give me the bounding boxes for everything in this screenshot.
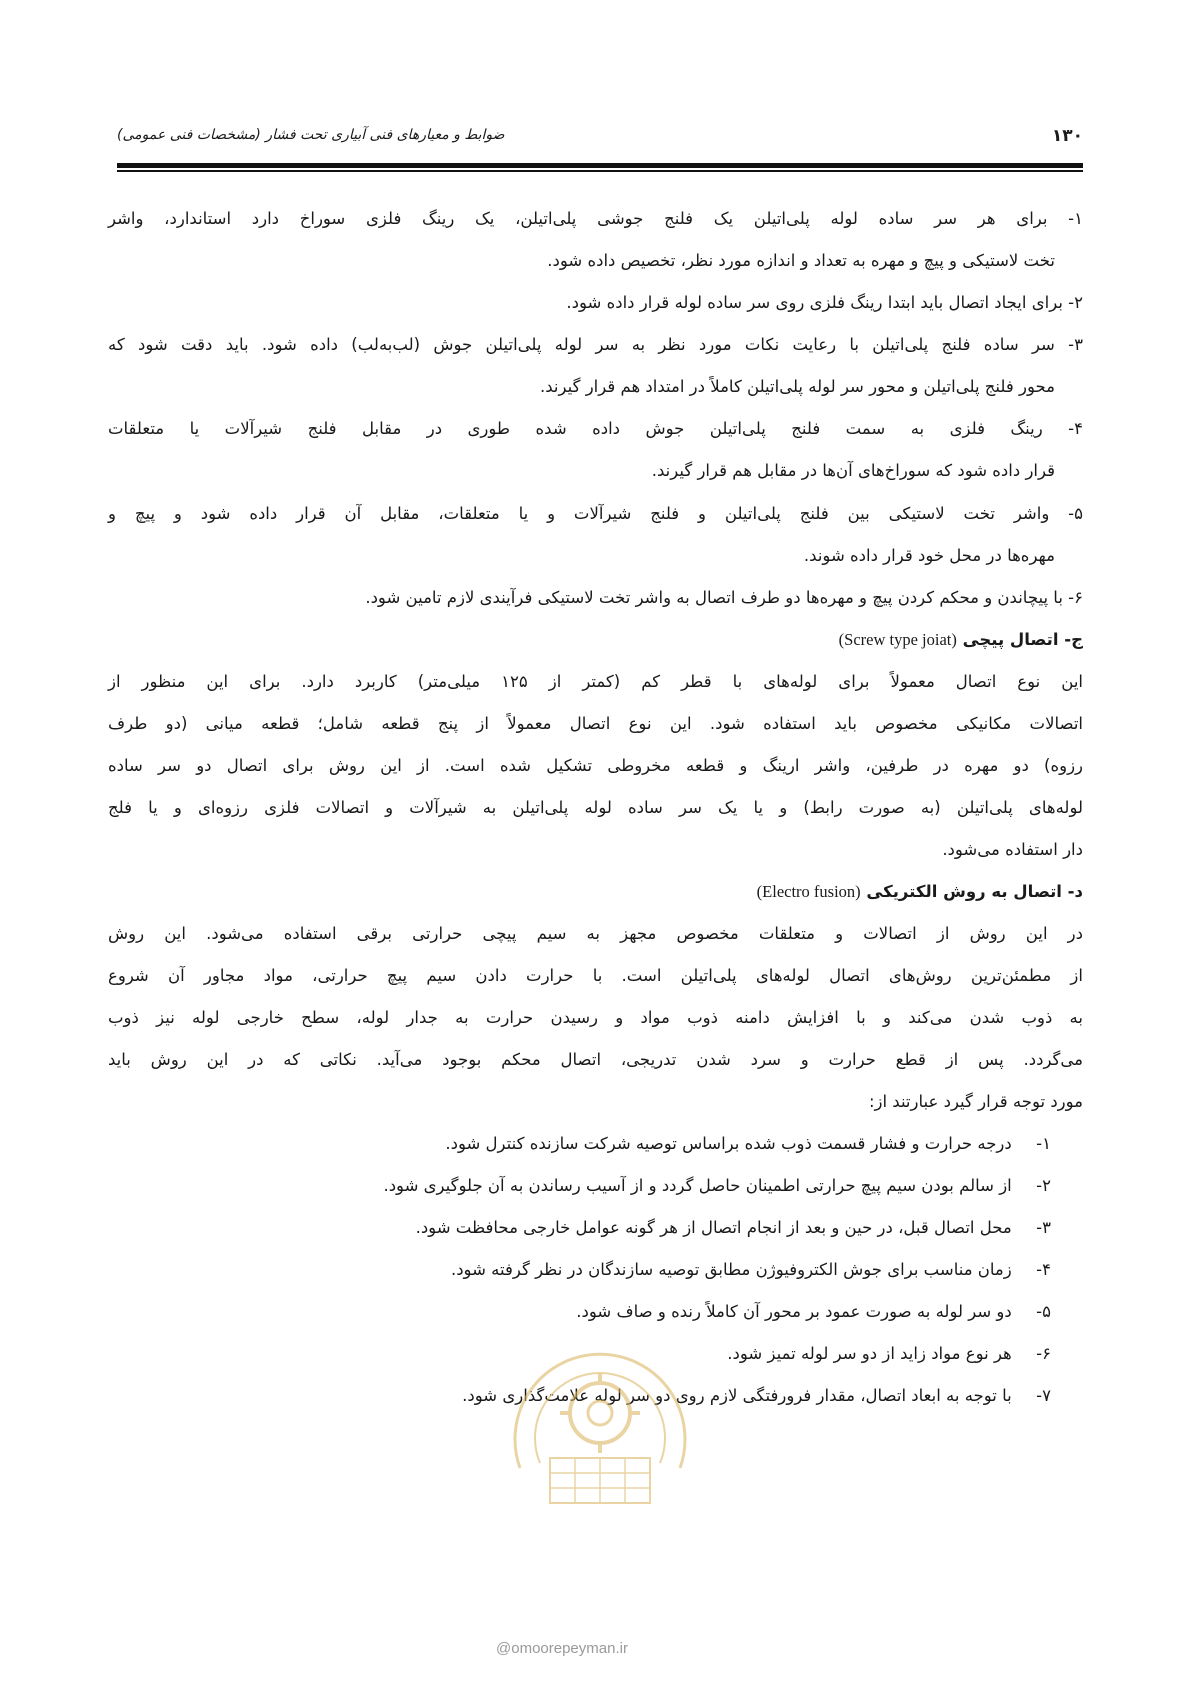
section-c-title-en: (Screw type joiat) xyxy=(838,630,957,649)
section-d-line-4: می‌گردد. پس از قطع حرارت و سرد شدن تدریجی، اتصال محکم بوجود می‌آید. نکاتی که در این روش باید xyxy=(108,1050,1083,1069)
watermark-seal-icon xyxy=(480,1318,720,1518)
section-c-line-1: این نوع اتصال معمولاً برای لوله‌های با قطر کم (کمتر از ۱۲۵ میلی‌متر) کاربرد دارد. برای این منظور از xyxy=(108,672,1083,691)
running-title: ضوابط و معیارهای فنی آبیاری تحت فشار (مشخصات فنی عمومی) xyxy=(117,127,505,143)
flange-step-1-cont: تخت لاستیکی و پیچ و مهره به تعداد و اندازه مورد نظر، تخصیص داده شود. xyxy=(547,251,1055,270)
flange-step-5-cont: مهره‌ها در محل خود قرار داده شوند. xyxy=(803,546,1055,565)
item-number: ۵- xyxy=(1036,1302,1051,1321)
flange-step-4: ۴- رینگ فلزی به سمت فلنج پلی‌اتیلن جوش داده شده طوری در مقابل فلنج شیرآلات یا متعلقات xyxy=(108,419,1083,438)
section-d-title-en: (Electro fusion) xyxy=(756,882,861,901)
item-text: درجه حرارت و فشار قسمت ذوب شده براساس توصیه شرکت سازنده کنترل شود. xyxy=(445,1134,1012,1153)
section-d-line-3: به ذوب شدن می‌کند و با افزایش دامنه ذوب مواد و رسیدن حرارت به جدار لوله، سطح خارجی لوله نیز ذوب xyxy=(108,1008,1083,1027)
item-text: محل اتصال قبل، در حین و بعد از انجام اتصال از هر گونه عوامل خارجی محافظت شود. xyxy=(415,1218,1012,1237)
section-c-title: ج- اتصال پیچی xyxy=(962,630,1083,649)
item-text: با توجه به ابعاد اتصال، مقدار فرورفتگی لازم روی دو سر لوله علامت‌گذاری شود. xyxy=(462,1386,1012,1405)
section-d-title: د- اتصال به روش الکتریکی xyxy=(866,882,1083,901)
watermark-site: @omoorepeyman.ir xyxy=(496,1640,628,1657)
flange-step-6: ۶- با پیچاندن و محکم کردن پیچ و مهره‌ها دو طرف اتصال به واشر تخت لاستیکی فرآیندی لازم تامین شود. xyxy=(365,588,1083,607)
item-number: ۱- xyxy=(1036,1134,1051,1153)
watermark-seal-strokes xyxy=(515,1354,685,1503)
page-number: ۱۳۰ xyxy=(1051,126,1083,146)
section-d-line-1: در این روش از اتصالات و متعلقات مخصوص مجهز به سیم پیچی حرارتی برقی استفاده می‌شود. این روش xyxy=(108,924,1083,943)
flange-step-5: ۵- واشر تخت لاستیکی بین فلنج پلی‌اتیلن و فلنج شیرآلات و یا متعلقات، مقابل آن قرار داده شود و پیچ و xyxy=(108,504,1083,523)
item-number: ۲- xyxy=(1036,1176,1051,1195)
section-c-line-3: رزوه) دو مهره در طرفین، واشر ارینگ و قطعه مخروطی تشکیل شده است. از این روش برای اتصال دو سر ساده xyxy=(108,756,1083,775)
flange-step-3-cont: محور فلنج پلی‌اتیلن و محور سر لوله پلی‌اتیلن کاملاً در امتداد هم قرار گیرند. xyxy=(540,377,1055,396)
section-d-item-2 xyxy=(383,1174,1051,1198)
section-c-line-5: دار استفاده می‌شود. xyxy=(942,840,1083,859)
header-rule-thick xyxy=(117,163,1083,168)
header-rule-thin xyxy=(117,170,1083,172)
item-number: ۴- xyxy=(1036,1260,1051,1279)
flange-step-3: ۳- سر ساده فلنج پلی‌اتیلن با رعایت نکات مورد نظر به سر لوله پلی‌اتیلن جوش (لب‌به‌لب) داده شود. باید دقت شود که xyxy=(108,335,1083,354)
item-text: زمان مناسب برای جوش الکتروفیوژن مطابق توصیه سازندگان در نظر گرفته شود. xyxy=(450,1260,1012,1279)
flange-step-4-cont: قرار داده شود که سوراخ‌های آن‌ها در مقابل هم قرار گیرند. xyxy=(651,461,1055,480)
section-d-item-4 xyxy=(451,1258,1051,1282)
flange-step-2: ۲- برای ایجاد اتصال باید ابتدا رینگ فلزی روی سر ساده لوله قرار داده شود. xyxy=(566,293,1083,312)
section-d-item-6 xyxy=(727,1342,1051,1366)
section-c-line-2: اتصالات مکانیکی مخصوص باید استفاده شود. این نوع اتصال معمولاً از پنج قطعه شامل؛ قطعه میانی (دو طرف xyxy=(108,714,1083,733)
section-d-line-2: از مطمئن‌ترین روش‌های اتصال لوله‌های پلی‌اتیلن است. با حرارت دادن سیم پیچ حرارتی، مواد مجاور آن شروع xyxy=(108,966,1083,985)
section-d-item-1 xyxy=(445,1132,1051,1156)
section-d-heading xyxy=(757,880,1083,904)
item-number: ۶- xyxy=(1036,1344,1051,1363)
item-number: ۳- xyxy=(1036,1218,1051,1237)
section-c-line-4: لوله‌های پلی‌اتیلن (به صورت رابط) و یا یک سر ساده لوله پلی‌اتیلن به شیرآلات و اتصالات فلزی رزوه‌ای و یا فلج xyxy=(108,798,1083,817)
flange-step-1: ۱- برای هر سر ساده لوله پلی‌اتیلن یک فلنج جوشی پلی‌اتیلن، یک رینگ فلزی سوراخ دارد استاندارد، واشر xyxy=(108,209,1083,228)
item-text: دو سر لوله به صورت عمود بر محور آن کاملاً رنده و صاف شود. xyxy=(576,1302,1012,1321)
section-d-item-3 xyxy=(416,1216,1051,1240)
section-c-heading xyxy=(839,628,1083,652)
item-number: ۷- xyxy=(1036,1386,1051,1405)
item-text: از سالم بودن سیم پیچ حرارتی اطمینان حاصل گردد و از آسیب رساندن به آن جلوگیری شود. xyxy=(383,1176,1012,1195)
section-d-line-5: مورد توجه قرار گیرد عبارتند از: xyxy=(868,1092,1083,1111)
item-text: هر نوع مواد زاید از دو سر لوله تمیز شود. xyxy=(727,1344,1012,1363)
page-header xyxy=(117,126,1083,148)
